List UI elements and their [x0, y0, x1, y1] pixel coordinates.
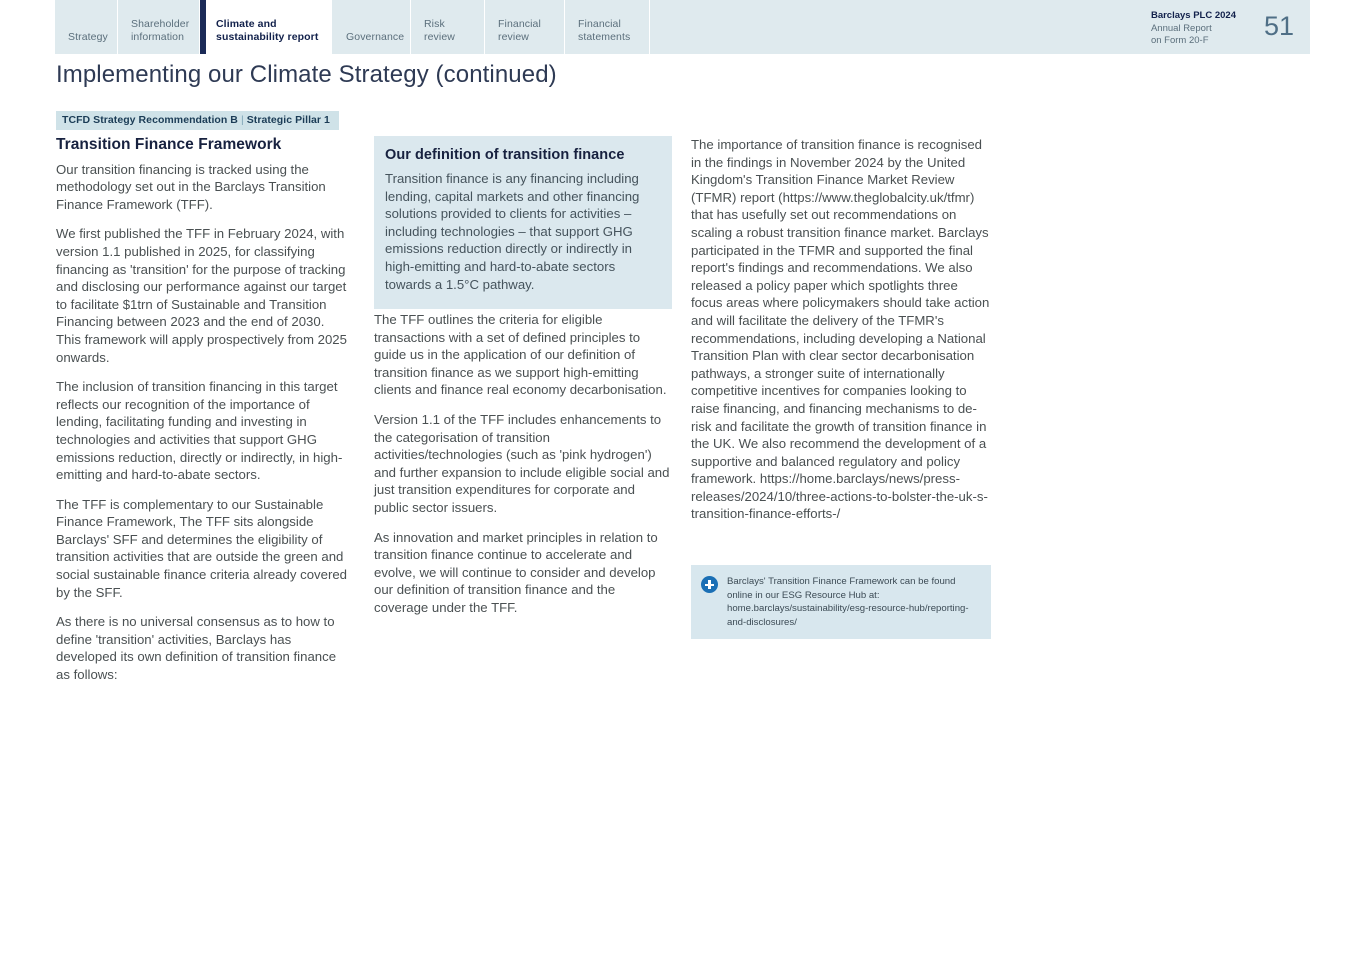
nav-tab-label-line1: Financial	[498, 18, 541, 30]
nav-tab-governance[interactable]	[333, 0, 411, 54]
nav-tab-label-line2: statements	[578, 30, 631, 43]
left-column-paragraph: Our transition financing is tracked using the methodology set out in the Barclays Transition Finance Framework (TFF).	[56, 161, 326, 212]
report-subtitle-line2: on Form 20-F	[1150, 35, 1209, 46]
tcfd-badge-right: Strategic Pillar 1	[246, 114, 330, 126]
tcfd-badge-left: TCFD Strategy Recommendation B	[62, 114, 238, 126]
nav-tab-climate-and-sustainability-report[interactable]	[200, 0, 333, 54]
left-column	[56, 136, 352, 696]
middle-column-paragraph: As innovation and market principles in relation to transition finance continue to accelerate and evolve, we will continue to consider and develop our definition of transition finance and the coverage under the TFF.	[374, 529, 658, 615]
left-column-paragraph: The TFF is complementary to our Sustainable Finance Framework, The TFF sits alongside Barclays' SFF and determines the eligibility of transition activities that are outside the green and social sustainable finance criteria already covered by the SFF.	[56, 496, 348, 600]
definition-box-body: Transition finance is any financing including lending, capital markets and other financing solutions provided to clients for activities – including technologies – that support GHG emissions reduction directly or indirectly in high-emitting and hard-to-abate sectors towards a 1.5°C pathway.	[385, 171, 640, 292]
report-title: Barclays PLC 2024	[1150, 10, 1236, 21]
nav-tab-label-line2: review	[424, 30, 455, 43]
transition-finance-definition-box	[374, 136, 672, 309]
nav-tab-label-line1: Financial	[578, 18, 621, 30]
nav-tab-label-line1: Shareholder	[131, 18, 190, 30]
nav-spacer	[650, 0, 1048, 54]
report-metadata	[1048, 0, 1248, 54]
tcfd-strategy-badge	[56, 111, 339, 130]
left-column-paragraph: We first published the TFF in February 2024, with version 1.1 published in 2025, for classifying financing as 'transition' for the purpose of tracking and disclosing our performance against our target to facilitate $1trn of Sustainable and Transition Financing between 2023 and the end of 2030. This framework will apply prospectively from 2025 onwards.	[56, 226, 347, 365]
report-subtitle-line1: Annual Report	[1150, 22, 1212, 34]
right-column-paragraph: The importance of transition finance is recognised in the findings in November 2024 by the United Kingdom's Transition Finance Market Review (TFMR) report (https://www.theglobalcity.uk/tfmr) that has usefully set out recommendations on scaling a robust transition finance market. Barclays participated in the TFMR and supported the final report's findings and recommendations. We also released a policy paper which spotlights three focus areas where policymakers should take action and will facilitate the delivery of the TFMR's recommendations, including developing a National Transition Plan with clear sector decarbonisation pathways, a stronger suite of internationally competitive incentives for companies looking to raise financing, and financing mechanisms to de-risk and facilitate the growth of transition finance in the UK. We also recommend the development of a supportive and balanced regulatory and policy framework. https://home.barclays/news/press-releases/2024/10/three-actions-to-bolster-the-uk-s-transition-finance-efforts-/	[691, 137, 990, 522]
nav-tab-label-line1: Climate and	[216, 18, 277, 30]
nav-tab-label: Governance	[346, 30, 405, 43]
left-column-heading: Transition Finance Framework	[56, 136, 282, 153]
esg-resource-hub-callout[interactable]	[691, 565, 991, 639]
nav-tab-risk-review[interactable]	[411, 0, 485, 54]
page-title: Implementing our Climate Strategy (continued)	[56, 61, 557, 88]
nav-tab-label-line2: sustainability report	[216, 30, 319, 43]
nav-tab-financial-statements[interactable]	[565, 0, 650, 54]
section-navigation-bar	[55, 0, 1310, 54]
nav-tab-label: Strategy	[68, 30, 108, 43]
resource-callout-text: Barclays' Transition Finance Framework can be found online in our ESG Resource Hub at: home.barclays/sustainability/esg-resource-hub/reporting-and-disclosures/	[727, 576, 969, 628]
page-number: 51	[1248, 0, 1310, 54]
middle-column	[374, 311, 670, 629]
nav-tab-label-line2: review	[498, 30, 529, 43]
tcfd-badge-separator: |	[240, 114, 244, 126]
definition-box-title: Our definition of transition finance	[385, 147, 625, 163]
left-column-paragraph: As there is no universal consensus as to how to define 'transition' activities, Barclays has developed its own definition of transition finance as follows:	[56, 614, 337, 683]
nav-tab-label-line2: information	[131, 30, 185, 43]
nav-tab-financial-review[interactable]	[485, 0, 565, 54]
nav-tab-label-line1: Risk	[424, 18, 445, 30]
right-column	[691, 136, 991, 535]
plus-circle-icon	[701, 576, 718, 593]
nav-tab-shareholder-information[interactable]	[118, 0, 200, 54]
middle-column-paragraph: The TFF outlines the criteria for eligible transactions with a set of defined principles to guide us in the application of our definition of transition finance as we support high-emitting clients and finance real economy decarbonisation.	[374, 312, 667, 398]
left-column-paragraph: The inclusion of transition financing in this target reflects our recognition of the importance of lending, facilitating funding and investing in technologies and activities that support GHG emissions reduction, directly or indirectly, in high-emitting and hard-to-abate sectors.	[56, 379, 343, 483]
nav-tab-strategy[interactable]	[55, 0, 118, 54]
middle-column-paragraph: Version 1.1 of the TFF includes enhancements to the categorisation of transition activities/technologies (such as 'pink hydrogen') and further expansion to include eligible social and just transition expenditures for corporate and public sector issuers.	[374, 411, 670, 515]
